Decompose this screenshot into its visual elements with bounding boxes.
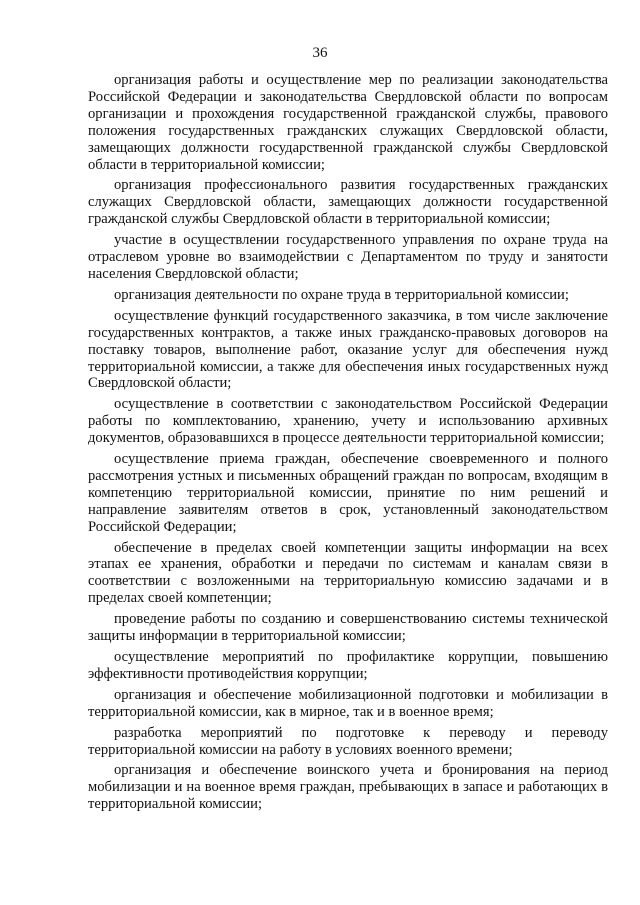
paragraph-anti-corruption: осуществление мероприятий по профилактике коррупции, повышению эффективности противодействия коррупции; [88, 649, 608, 682]
paragraph-mobilization: организация и обеспечение мобилизационной подготовки и мобилизации в территориальной комиссии, как в мирное, так и в военное время; [88, 686, 608, 720]
paragraph-military-registration: организация и обеспечение воинского учета и бронирования на период мобилизации и на военное время граждан, пребывающих в запасе и работающих в территориальной комиссии; [88, 762, 608, 813]
paragraph-professional-development: организация профессионального развития государственных гражданских служащих Свердловской области, замещающих должности государственной гражданской службы Свердловской области в территориальной комиссии; [88, 177, 608, 228]
paragraph-state-customer: осуществление функций государственного заказчика, в том числе заключение государственных контрактов, а также иных гражданско-правовых договоров на поставку товаров, выполнение работ, оказание услуг для обеспечения нужд территориальной комиссии, а также для обеспечения иных государственных нужд Свердловской области; [88, 307, 608, 392]
page-number: 36 [312, 45, 328, 61]
paragraph-information-security: обеспечение в пределах своей компетенции защиты информации на всех этапах ее хранения, обработки и передачи по системам и каналам связи в соответствии с возложенными на территориальную комиссию задачами и в пределах своей компетенции; [88, 539, 608, 607]
paragraph-personnel-service: организация работы и осуществление мер по реализации законодательства Российской Федерации и законодательства Свердловской области по вопросам организации и прохождения государственной гражданской службы, правового положения государственных гражданских служащих Свердловской области, замещающих должности государственной гражданской службы Свердловской области в территориальной комиссии; [88, 72, 608, 173]
paragraph-citizen-appeals: осуществление приема граждан, обеспечение своевременного и полного рассмотрения устных и письменных обращений граждан по вопросам, входящим в компетенцию территориальной комиссии, принятие по ним решений и направление заявителям ответов в срок, установленный законодательством Российской Федерации; [88, 451, 608, 535]
paragraph-labor-protection: организация деятельности по охране труда в территориальной комиссии; [114, 286, 569, 303]
paragraph-archives: осуществление в соответствии с законодательством Российской Федерации работы по комплектованию, хранению, учету и использованию архивных документов, образовавшихся в процессе деятельности территориальной комиссии; [88, 396, 608, 447]
document-body [88, 72, 608, 817]
paragraph-labor-protection-management: участие в осуществлении государственного управления по охране труда на отраслевом уровне во взаимодействии с Департаментом по труду и занятости населения Свердловской области; [88, 232, 608, 282]
paragraph-wartime-transition: разработка мероприятий по подготовке к переводу и переводу территориальной комиссии на работу в условиях военного времени; [88, 724, 608, 758]
paragraph-technical-protection: проведение работы по созданию и совершенствованию системы технической защиты информации в территориальной комиссии; [88, 611, 608, 645]
